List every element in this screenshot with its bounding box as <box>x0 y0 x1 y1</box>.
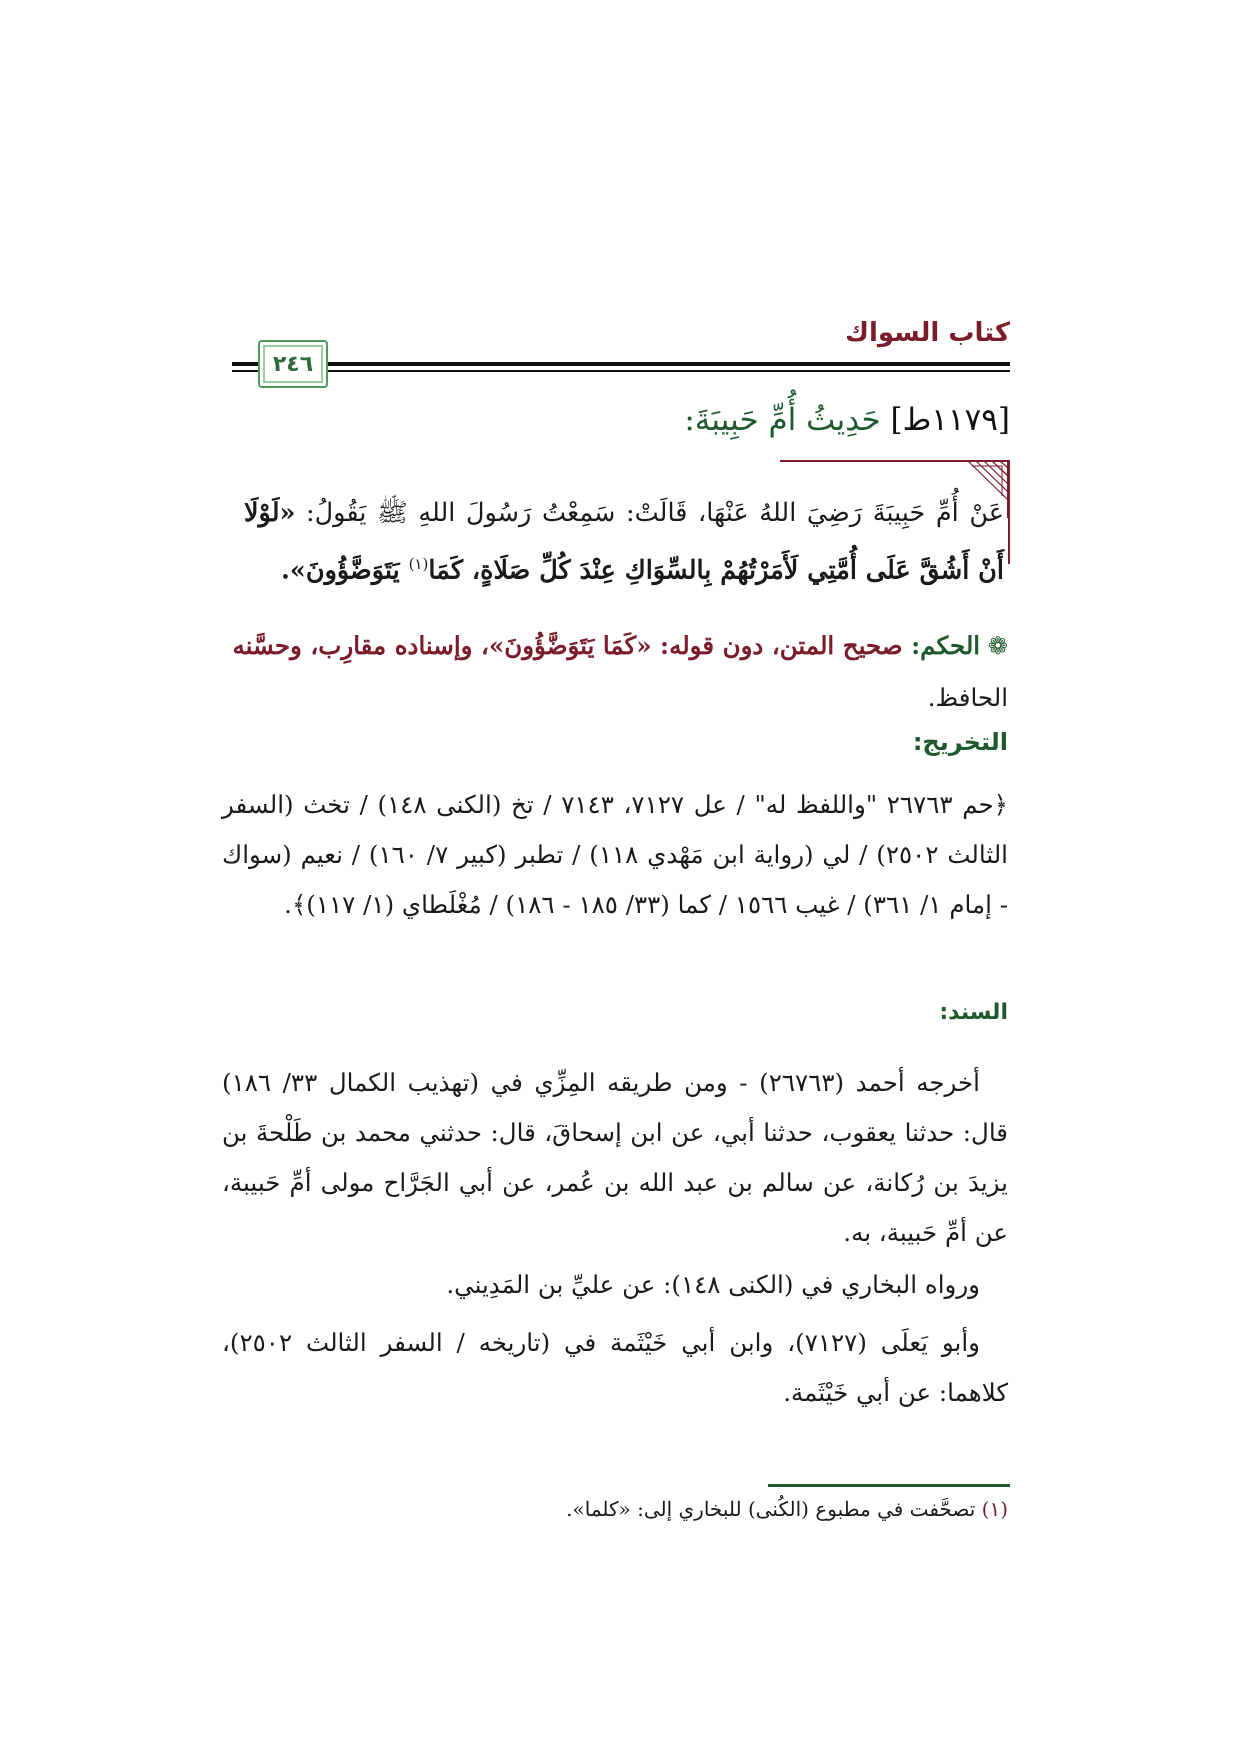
sanad-paragraph-2: ورواه البخاري في (الكنى ١٤٨): عن عليِّ بن المَدِيني. <box>446 1270 980 1299</box>
matn-text: «لَوْلَا أَنْ أَشُقَّ عَلَى أُمَّتِي لَأَمَرْتُهُمْ بِالسِّوَاكِ عِنْدَ كُلِّ صَلَاةٍ، كَمَا <box>244 498 1004 586</box>
footnote-rule <box>768 1484 1010 1487</box>
footnote <box>222 1492 1008 1526</box>
takhrij-text: ﴿حم ٢٦٧٦٣ "واللفظ له" / عل ٧١٢٧، ٧١٤٣ / تخ (الكنى ١٤٨) / تخث (السفر الثالث ٢٥٠٢) / لي (رواية ابن مَهْدي ١١٨) / تطبر (كبير ٧/ ١٦٠) / نعيم (سواك - إمام ١/ ٣٦١) / غيب ١٥٦٦ / كما (٣٣/ ١٨٥ - ١٨٦) / مُغْلَطاي (١/ ١١٧)﴾. <box>222 790 1009 919</box>
hadith-heading <box>684 402 1010 438</box>
footnote-number: (١) <box>981 1497 1008 1521</box>
hadith-matn <box>244 488 1004 597</box>
book-title: كتاب السواك <box>845 318 1010 348</box>
page-number-badge <box>258 340 328 388</box>
sanad-paragraph-3: وأبو يَعلَى (٧١٢٧)، وابن أبي خَيْثَمة في (تاريخه / السفر الثالث ٢٥٠٢)، كلاهما: عن أبي خَيْثَمة. <box>222 1328 1008 1407</box>
page-header <box>232 318 1010 398</box>
hukm-label: الحكم: <box>911 631 981 660</box>
hukm-text: صحيح المتن، دون قوله: «كَمَا يَتَوَضَّؤُونَ»، وإسناده مقارِب، وحسَّنه <box>232 631 912 660</box>
takhrij-label: التخريج: <box>912 728 1008 756</box>
hadith-title: حَدِيثُ أُمِّ حَبِيبَةَ: <box>684 402 881 438</box>
footnote-text: تصحَّفت في مطبوع (الكُنى) للبخاري إلى: «كلما». <box>566 1497 982 1521</box>
page-number: ٢٤٦ <box>272 351 314 377</box>
hadith-number: [١١٧٩ط] <box>890 402 1010 438</box>
hukm-paragraph <box>222 620 1008 724</box>
header-rule-thin <box>232 370 1010 372</box>
matn-intro: عَنْ أُمِّ حَبِيبَةَ رَضِيَ اللهُ عَنْهَا، قَالَتْ: سَمِعْتُ رَسُولَ اللهِ ﷺ يَقُولُ: <box>295 498 1004 528</box>
matn-top-rule <box>780 460 962 462</box>
hukm-text-end: الحافظ. <box>927 683 1008 712</box>
matn-side-rule <box>1008 460 1010 564</box>
sanad-paragraph-1: أخرجه أحمد (٢٦٧٦٣) - ومن طريقه المِزِّي في (تهذيب الكمال ٣٣/ ١٨٦) قال: حدثنا يعقوب، حدثنا أبي، عن ابن إسحاقَ، قال: حدثني محمد بن طَلْحةَ بن يزيدَ بن رُكانة، عن سالم بن عبد الله بن عُمر، عن أبي الجَرَّاح مولى أمِّ حَبيبة، عن أمِّ حَبيبة، به. <box>222 1068 1008 1247</box>
matn-end: يَتَوَضَّؤُونَ». <box>281 555 409 586</box>
flower-ornament-icon: ❁ <box>987 632 1008 660</box>
sanad-label: السند: <box>939 1000 1008 1025</box>
footnote-ref[interactable]: (١) <box>408 555 429 573</box>
header-rule <box>232 362 1010 366</box>
